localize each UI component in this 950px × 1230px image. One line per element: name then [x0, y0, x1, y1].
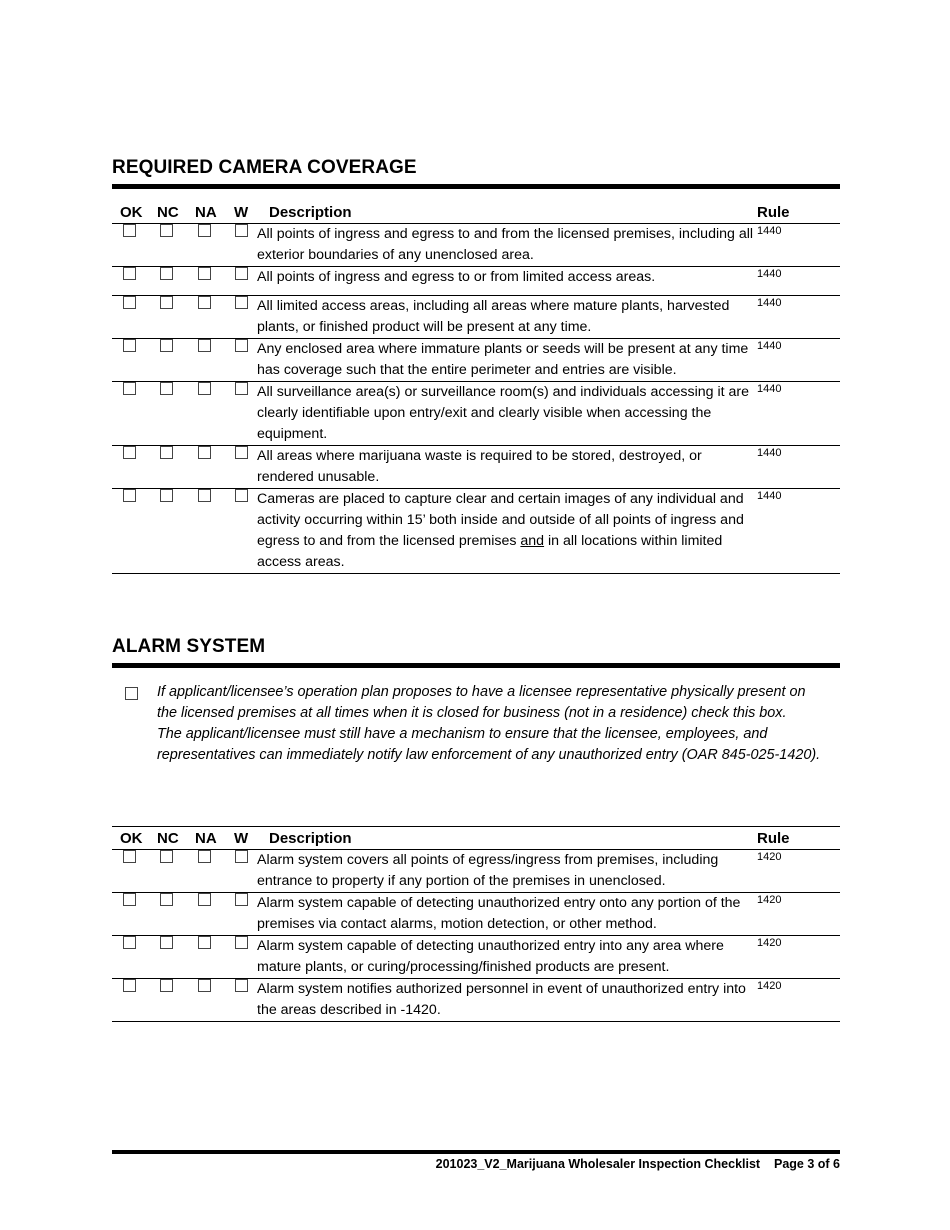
row-rule: 1420: [757, 979, 840, 1022]
na-checkbox[interactable]: [198, 296, 211, 309]
alarm-note-line1: If applicant/licensee’s operation plan proposes to have a licensee representative physically present on the licensed premises at all times when it is closed for business (not in a residence) check this box.: [157, 684, 806, 721]
ok-checkbox[interactable]: [123, 893, 136, 906]
row-description: Alarm system covers all points of egress/ingress from premises, including entrance to property if any portion of the premises in unenclosed.: [257, 850, 757, 893]
ok-checkbox[interactable]: [123, 267, 136, 280]
row-rule: 1440: [757, 446, 840, 489]
table-row: [112, 489, 840, 574]
table-row: [112, 382, 840, 446]
nc-checkbox[interactable]: [160, 224, 173, 237]
footer-document-name: 201023_V2_Marijuana Wholesaler Inspection Checklist: [435, 1157, 761, 1171]
nc-checkbox[interactable]: [160, 382, 173, 395]
row-rule: 1440: [757, 489, 840, 574]
w-checkbox[interactable]: [235, 446, 248, 459]
camera-coverage-table: [112, 200, 840, 574]
header-rule: Rule: [757, 826, 840, 850]
table-row: [112, 850, 840, 893]
header-ok: OK: [112, 826, 149, 850]
header-na: NA: [187, 200, 224, 224]
na-checkbox[interactable]: [198, 446, 211, 459]
nc-checkbox[interactable]: [160, 850, 173, 863]
w-checkbox[interactable]: [235, 489, 248, 502]
nc-checkbox[interactable]: [160, 446, 173, 459]
w-checkbox[interactable]: [235, 296, 248, 309]
row-rule: 1420: [757, 893, 840, 936]
w-checkbox[interactable]: [235, 893, 248, 906]
table-header-row: [112, 200, 840, 224]
representative-present-checkbox[interactable]: [125, 687, 138, 700]
camera-section-rule: [112, 184, 840, 189]
row-description-start: Cameras are placed to capture clear and certain images of any individual and activity occurring within 15’ both inside and outside of all points of ingress and egress to and from the licensed premises: [257, 491, 744, 549]
header-na: NA: [187, 826, 224, 850]
row-description: All limited access areas, including all areas where mature plants, harvested plants, or finished product will be present at any time.: [257, 296, 757, 339]
alarm-section-title: ALARM SYSTEM: [112, 636, 266, 657]
row-description: All areas where marijuana waste is required to be stored, destroyed, or rendered unusable.: [257, 446, 757, 489]
row-description: Any enclosed area where immature plants or seeds will be present at any time has coverage such that the entire perimeter and entries are visible.: [257, 339, 757, 382]
ok-checkbox[interactable]: [123, 296, 136, 309]
row-description: All points of ingress and egress to or from limited access areas.: [257, 267, 757, 296]
table-row: [112, 893, 840, 936]
alarm-note-line2: The applicant/licensee must still have a mechanism to ensure that the licensee, employees, and representatives can immediately notify law enforcement of any unauthorized entry (OAR 845-025-1420).: [157, 726, 821, 763]
table-row: [112, 267, 840, 296]
row-rule: 1440: [757, 339, 840, 382]
na-checkbox[interactable]: [198, 936, 211, 949]
alarm-representative-note: [125, 682, 825, 766]
ok-checkbox[interactable]: [123, 489, 136, 502]
ok-checkbox[interactable]: [123, 850, 136, 863]
ok-checkbox[interactable]: [123, 382, 136, 395]
w-checkbox[interactable]: [235, 267, 248, 280]
row-description-end: in all locations within limited access areas.: [257, 533, 723, 570]
table-header-row: [112, 826, 840, 850]
row-description: All surveillance area(s) or surveillance room(s) and individuals accessing it are clearly identifiable upon entry/exit and clearly visible when accessing the equipment.: [257, 382, 757, 446]
alarm-section-rule: [112, 663, 840, 668]
header-ok: OK: [112, 200, 149, 224]
row-rule: 1440: [757, 267, 840, 296]
nc-checkbox[interactable]: [160, 979, 173, 992]
row-rule: 1420: [757, 936, 840, 979]
row-description: Alarm system capable of detecting unauthorized entry into any area where mature plants, or curing/processing/finished products are present.: [257, 936, 757, 979]
nc-checkbox[interactable]: [160, 936, 173, 949]
row-description: All points of ingress and egress to and from the licensed premises, including all exterior boundaries of any unenclosed area.: [257, 224, 757, 267]
footer-page-number: Page 3 of 6: [774, 1157, 840, 1171]
footer-rule: [112, 1150, 840, 1154]
na-checkbox[interactable]: [198, 850, 211, 863]
w-checkbox[interactable]: [235, 339, 248, 352]
row-rule: 1440: [757, 382, 840, 446]
row-description-underlined: and: [520, 533, 545, 549]
header-nc: NC: [149, 826, 187, 850]
w-checkbox[interactable]: [235, 224, 248, 237]
ok-checkbox[interactable]: [123, 936, 136, 949]
ok-checkbox[interactable]: [123, 224, 136, 237]
ok-checkbox[interactable]: [123, 979, 136, 992]
header-w: W: [224, 826, 257, 850]
header-nc: NC: [149, 200, 187, 224]
na-checkbox[interactable]: [198, 339, 211, 352]
nc-checkbox[interactable]: [160, 489, 173, 502]
table-row: [112, 936, 840, 979]
na-checkbox[interactable]: [198, 224, 211, 237]
nc-checkbox[interactable]: [160, 267, 173, 280]
row-description: [257, 489, 757, 574]
table-row: [112, 296, 840, 339]
na-checkbox[interactable]: [198, 893, 211, 906]
table-row: [112, 979, 840, 1022]
table-row: [112, 339, 840, 382]
nc-checkbox[interactable]: [160, 893, 173, 906]
row-description: Alarm system notifies authorized personnel in event of unauthorized entry into the areas described in -1420.: [257, 979, 757, 1022]
camera-section-title: REQUIRED CAMERA COVERAGE: [112, 157, 417, 178]
header-rule: Rule: [757, 200, 840, 224]
na-checkbox[interactable]: [198, 979, 211, 992]
na-checkbox[interactable]: [198, 267, 211, 280]
header-description: Description: [257, 200, 757, 224]
nc-checkbox[interactable]: [160, 339, 173, 352]
w-checkbox[interactable]: [235, 382, 248, 395]
row-rule: 1420: [757, 850, 840, 893]
ok-checkbox[interactable]: [123, 446, 136, 459]
ok-checkbox[interactable]: [123, 339, 136, 352]
na-checkbox[interactable]: [198, 382, 211, 395]
row-rule: 1440: [757, 224, 840, 267]
w-checkbox[interactable]: [235, 936, 248, 949]
table-row: [112, 446, 840, 489]
alarm-system-table: [112, 826, 840, 1022]
w-checkbox[interactable]: [235, 850, 248, 863]
page-footer: [436, 1157, 840, 1171]
nc-checkbox[interactable]: [160, 296, 173, 309]
na-checkbox[interactable]: [198, 489, 211, 502]
w-checkbox[interactable]: [235, 979, 248, 992]
table-row: [112, 224, 840, 267]
header-w: W: [224, 200, 257, 224]
header-description: Description: [257, 826, 757, 850]
row-rule: 1440: [757, 296, 840, 339]
row-description: Alarm system capable of detecting unauthorized entry onto any portion of the premises via contact alarms, motion detection, or other method.: [257, 893, 757, 936]
